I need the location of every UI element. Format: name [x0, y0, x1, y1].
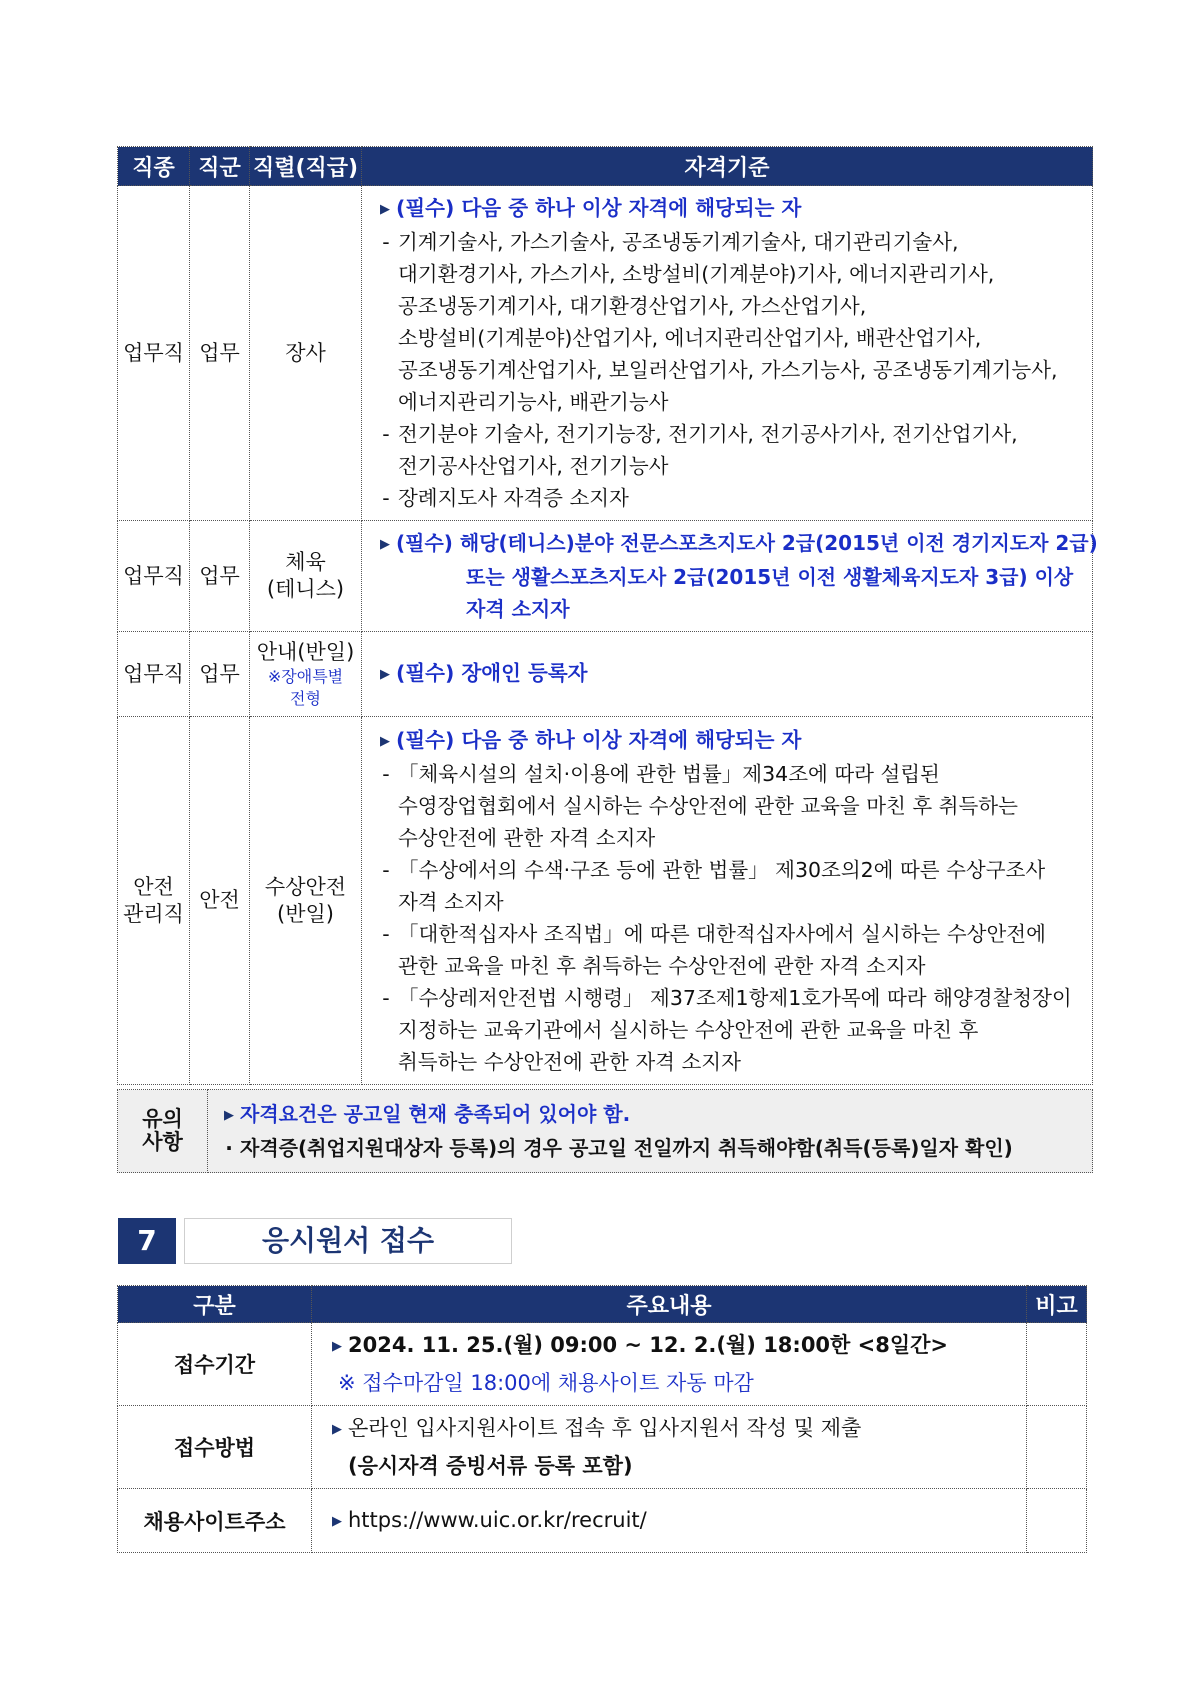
remarks-cell — [1027, 1406, 1087, 1489]
list-item: 「체육시설의 설치·이용에 관한 법률」제34조에 따라 설립된 — [398, 761, 940, 786]
qualification-cell: ▶ (필수) 다음 중 하나 이상 자격에 해당되는 자 - 「체육시설의 설치·이용에 관한 법률」제34조에 따라 설립된 수영장업협회에서 실시하는 수상안전에 관한 교육을 마친 후 취득하는 수상안전에 관한 자격 소지자 - 「수상에서의 수색·구조 등에 관한 법률」 제30조의2에 따른 수상구조사 자격 소지자 - 「대한적십자사 조직법」에 따른 대한적십자사에서 실시하는 수상안전에 관한 교육을 마친 후 취득하는 수상안전에 관한 자격 소지자 - 「수상레저안전법 시행령」 제37조제1항제1호가목에 따라 해양경찰청장이 지정하는 교육기관에서 실시하는 수상안전에 관한 교육을 마친 후 취득하는 수상안전에 관한 자격 소지자 — [362, 717, 1093, 1085]
required-heading-cont: 또는 생활스포츠지도사 2급(2015년 이전 생활체육지도자 3급) 이상 — [466, 565, 1074, 589]
note-row — [118, 1090, 1093, 1173]
triangle-right-icon: ▶ — [332, 1513, 342, 1529]
period-text: 2024. 11. 25.(월) 09:00 ~ 12. 2.(월) 18:00한 <8일간> — [348, 1333, 949, 1357]
table-header-row — [118, 1286, 1087, 1323]
list-item-cont: 지정하는 교육기관에서 실시하는 수상안전에 관한 교육을 마친 후 — [398, 1017, 979, 1042]
triangle-right-icon: ▶ — [380, 667, 390, 682]
note-line: 자격증(취업지원대상자 등록)의 경우 공고일 전일까지 취득해야함(취득(등록)일자 확인) — [240, 1136, 1013, 1160]
list-item-cont: 자격 소지자 — [398, 889, 504, 914]
jikjong-cell: 업무직 — [118, 632, 190, 717]
required-heading: (필수) 다음 중 하나 이상 자격에 해당되는 자 — [396, 196, 802, 220]
row-content — [312, 1406, 1027, 1489]
jikryeol-line: 안내(반일) — [256, 639, 355, 664]
row-label: 채용사이트주소 — [118, 1489, 312, 1553]
jikjong-cell — [118, 717, 190, 1085]
list-item-cont: 수상안전에 관한 자격 소지자 — [398, 825, 656, 850]
row-content — [312, 1489, 1027, 1553]
table-header-row — [118, 147, 1093, 186]
header-category: 구분 — [118, 1286, 312, 1323]
jikryeol-cell: 장사 — [250, 186, 362, 521]
section-title: 응시원서 접수 — [184, 1218, 512, 1264]
qualification-cell — [362, 632, 1093, 717]
list-item: 「대한적십자사 조직법」에 따른 대한적십자사에서 실시하는 수상안전에 — [398, 921, 1046, 946]
list-item-cont: 전기공사산업기사, 전기기능사 — [398, 454, 669, 478]
list-item-cont: 관한 교육을 마친 후 취득하는 수상안전에 관한 자격 소지자 — [398, 953, 926, 978]
triangle-right-icon: ▶ — [224, 1108, 234, 1123]
row-label: 접수기간 — [118, 1323, 312, 1406]
jikryeol-line: (반일) — [277, 901, 334, 926]
qualification-cell — [362, 521, 1098, 632]
list-item: 「수상에서의 수색·구조 등에 관한 법률」 제30조의2에 따른 수상구조사 — [398, 857, 1046, 882]
list-item-cont: 공조냉동기계기사, 대기환경산업기사, 가스산업기사, — [398, 294, 867, 318]
method-text: 온라인 입사지원사이트 접속 후 입사지원서 작성 및 제출 — [348, 1416, 862, 1440]
list-item-cont: 공조냉동기계산업기사, 보일러산업기사, 가스기능사, 공조냉동기계기능사, — [398, 358, 1058, 382]
header-qualification: 자격기준 — [362, 147, 1093, 186]
table-row — [118, 521, 1093, 632]
triangle-right-icon: ▶ — [332, 1339, 342, 1354]
notes-box — [117, 1089, 1093, 1173]
application-table — [117, 1285, 1087, 1553]
jikjong-line: 안전 — [133, 874, 174, 899]
header-jikjong: 직종 — [118, 147, 190, 186]
jikryeol-cell — [250, 717, 362, 1085]
required-heading-cont: 자격 소지자 — [466, 597, 570, 621]
list-item-cont: 대기환경기사, 가스기사, 소방설비(기계분야)기사, 에너지관리기사, — [398, 262, 995, 286]
list-item-cont: 에너지관리기능사, 배관기능사 — [398, 390, 669, 414]
table-row — [118, 632, 1093, 717]
table-row — [118, 717, 1093, 1085]
list-item-cont: 소방설비(기계분야)산업기사, 에너지관리산업기사, 배관산업기사, — [398, 326, 982, 350]
deadline-note: ※ 접수마감일 18:00에 채용사이트 자동 마감 — [338, 1371, 754, 1395]
jikryeol-cell — [250, 632, 362, 717]
note-content: ▶ 자격요건은 공고일 현재 충족되어 있어야 함. · 자격증(취업지원대상자 등록)의 경우 공고일 전일까지 취득해야함(취득(등록)일자 확인) — [208, 1090, 1093, 1173]
jikjong-cell: 업무직 — [118, 521, 190, 632]
note-label-line: 사항 — [142, 1130, 183, 1154]
jikryeol-line: 체육 — [285, 550, 326, 574]
qualification-table — [117, 146, 1098, 1085]
method-note: (응시자격 증빙서류 등록 포함) — [348, 1454, 633, 1478]
triangle-right-icon: ▶ — [380, 202, 390, 217]
row-content — [312, 1323, 1027, 1406]
header-jikgun: 직군 — [190, 147, 250, 186]
remarks-cell — [1027, 1489, 1087, 1553]
list-item: 「수상레저안전법 시행령」 제37조제1항제1호가목에 따라 해양경찰청장이 — [398, 985, 1072, 1010]
required-heading: (필수) 장애인 등록자 — [396, 661, 588, 685]
note-label-line: 유의 — [142, 1107, 183, 1131]
jikryeol-note: 전형 — [290, 688, 321, 708]
table-row — [118, 1323, 1087, 1406]
required-heading: (필수) 다음 중 하나 이상 자격에 해당되는 자 — [396, 727, 802, 752]
list-item-cont: 취득하는 수상안전에 관한 자격 소지자 — [398, 1049, 741, 1074]
jikjong-line: 관리직 — [123, 901, 184, 926]
jikryeol-note: ※장애특별 — [267, 666, 344, 686]
jikryeol-line: 수상안전 — [264, 874, 347, 899]
jikgun-cell: 업무 — [190, 186, 250, 521]
header-remarks: 비고 — [1027, 1286, 1087, 1323]
table-row — [118, 1406, 1087, 1489]
jikryeol-line: (테니스) — [266, 577, 345, 601]
triangle-right-icon: ▶ — [380, 733, 390, 749]
section-number: 7 — [118, 1218, 176, 1264]
list-item: 장례지도사 자격증 소지자 — [398, 486, 629, 510]
required-heading: (필수) 해당(테니스)분야 전문스포츠지도사 2급(2015년 이전 경기지도자 2급) — [396, 531, 1098, 555]
list-item-cont: 수영장업협회에서 실시하는 수상안전에 관한 교육을 마친 후 취득하는 — [398, 793, 1018, 818]
remarks-cell — [1027, 1323, 1087, 1406]
triangle-right-icon: ▶ — [380, 537, 390, 552]
table-row — [118, 1489, 1087, 1553]
jikgun-cell: 업무 — [190, 632, 250, 717]
qualification-cell: ▶ (필수) 다음 중 하나 이상 자격에 해당되는 자 - 기계기술사, 가스기술사, 공조냉동기계기술사, 대기관리기술사, 대기환경기사, 가스기사, 소방설비(기계분야)기사, 에너지관리기사, 공조냉동기계기사, 대기환경산업기사, 가스산업기사, 소방설비(기계분야)산업기사, 에너지관리산업기사, 배관산업기사, 공조냉동기계산업기사, 보일러산업기사, 가스기능사, 공조냉동기계기능사, 에너지관리기능사, 배관기능사 - 전기분야 기술사, 전기기능장, 전기기사, 전기공사기사, 전기산업기사, 전기공사산업기사, 전기기능사 - 장례지도사 자격증 소지자 — [362, 186, 1093, 521]
jikryeol-cell — [250, 521, 362, 632]
row-label: 접수방법 — [118, 1406, 312, 1489]
list-item: 기계기술사, 가스기술사, 공조냉동기계기술사, 대기관리기술사, — [398, 230, 959, 254]
jikgun-cell: 안전 — [190, 717, 250, 1085]
recruit-site-link[interactable]: https://www.uic.or.kr/recruit/ — [348, 1507, 647, 1532]
triangle-right-icon: ▶ — [332, 1422, 342, 1437]
jikjong-cell: 업무직 — [118, 186, 190, 521]
header-content: 주요내용 — [312, 1286, 1027, 1323]
jikgun-cell: 업무 — [190, 521, 250, 632]
header-jikryeol: 직렬(직급) — [250, 147, 362, 186]
list-item: 전기분야 기술사, 전기기능장, 전기기사, 전기공사기사, 전기산업기사, — [398, 422, 1018, 446]
table-row — [118, 186, 1093, 521]
note-label — [118, 1090, 208, 1173]
note-line: 자격요건은 공고일 현재 충족되어 있어야 함. — [240, 1102, 631, 1126]
